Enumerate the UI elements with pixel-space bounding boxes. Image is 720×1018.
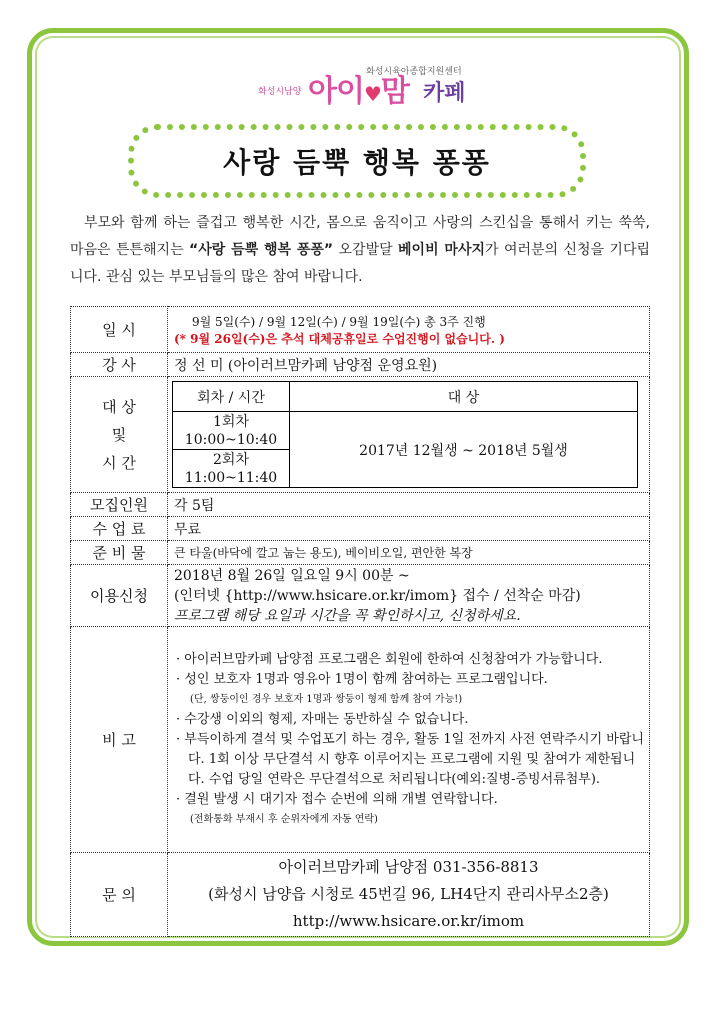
label-notes: 비 고 — [71, 627, 168, 853]
logo-city: 화성시남양 — [258, 87, 302, 97]
note-1: · 아이러브맘카페 남양점 프로그램은 회원에 한하여 신청참여가 가능합니다. — [176, 651, 603, 667]
head-time: 회차 / 시간 — [173, 382, 290, 412]
intro-part-3: 가 여러분의 신청을 기다립니다. 관심 있는 부모님들의 많은 참여 바랍니다. — [70, 242, 651, 285]
info-table — [70, 306, 650, 937]
intro-part-2: 오감발달 — [333, 242, 399, 258]
session-1 — [173, 412, 290, 450]
logo-center: 화성시육아종합지원센터 — [366, 67, 462, 77]
label-recruit: 모집인원 — [71, 493, 168, 517]
logo-cafe: 카페 — [423, 81, 466, 106]
contact-url: http://www.hsicare.or.kr/imom — [292, 912, 525, 930]
head-target: 대 상 — [290, 382, 638, 412]
date-text: 9월 5일(수) / 9월 12일(수) / 9월 19일(수) 총 3주 진행 — [192, 314, 486, 329]
apply-line-2: (인터넷 {http://www.hsicare.or.kr/imom} 접수 / 선착순 마감) — [174, 587, 581, 604]
label-contact: 문 의 — [71, 853, 168, 937]
label-teacher: 강 사 — [71, 353, 168, 377]
session-1-time: 10:00~10:40 — [184, 431, 278, 448]
value-fee: 무료 — [168, 517, 650, 541]
row-contact — [71, 853, 650, 937]
note-5-sub: (전화통화 부재시 후 순위자에게 자동 연락) — [190, 813, 378, 825]
row-teacher — [71, 353, 650, 377]
row-fee — [71, 517, 650, 541]
target-value: 2017년 12월생 ~ 2018년 5월생 — [290, 412, 638, 488]
value-notes — [168, 627, 650, 853]
label-prep: 준 비 물 — [71, 541, 168, 565]
row-apply — [71, 565, 650, 627]
row-notes — [71, 627, 650, 853]
row-target — [71, 377, 650, 493]
intro-program-name: “사랑 듬뿍 행복 퐁퐁” — [189, 242, 334, 258]
row-date — [71, 307, 650, 353]
session-2-name: 2회차 — [213, 451, 249, 468]
session-1-name: 1회차 — [213, 413, 249, 430]
row-prep — [71, 541, 650, 565]
label-target-3: 시 간 — [102, 453, 136, 472]
page-title: 사랑 듬뿍 행복 퐁퐁 — [223, 146, 491, 179]
note-2: · 성인 보호자 1명과 영유아 1명이 함께 참여하는 프로그램입니다. — [176, 671, 548, 687]
label-target-1: 대 상 — [102, 397, 136, 416]
value-teacher: 정 선 미 (아이러브맘카페 남양점 운영요원) — [168, 353, 650, 377]
intro-part-1: 부모와 함께 하는 즐겁고 행복한 시간, 몸으로 움직이고 사랑의 스킨십을 통해서 키는 쑥쑥, 마음은 튼튼해지는 — [70, 215, 650, 258]
value-date — [168, 307, 650, 353]
title-box — [128, 124, 586, 198]
note-3: · 수강생 이외의 형제, 자매는 동반하실 수 없습니다. — [176, 711, 469, 727]
apply-line-1: 2018년 8월 26일 일요일 9시 00분 ~ — [174, 567, 410, 584]
value-contact — [168, 853, 650, 937]
row-recruit — [71, 493, 650, 517]
apply-line-3: 프로그램 해당 요일과 시간을 꼭 확인하시고, 신청하세요. — [174, 607, 521, 624]
heart-icon: ♥ — [363, 82, 381, 106]
contact-line-1: 아이러브맘카페 남양점 031-356-8813 — [278, 858, 539, 876]
value-target — [168, 377, 650, 493]
label-apply: 이용신청 — [71, 565, 168, 627]
session-2-time: 11:00~11:40 — [184, 469, 278, 486]
contact-address: (화성시 남양읍 시청로 45번길 96, LH4단지 관리사무소2층) — [208, 885, 609, 903]
label-target-2: 및 — [111, 425, 127, 444]
session-2 — [173, 450, 290, 488]
logo-brand-mam: 맘 — [380, 74, 409, 109]
logo-brand-main: 아이 — [308, 74, 364, 109]
intro-program-type: 베이비 마사지 — [398, 242, 486, 258]
schedule-table — [172, 381, 638, 488]
note-4: · 부득이하게 결석 및 수업포기 하는 경우, 활동 1일 전까지 사전 연락주시기 바랍니다. 1회 이상 무단결석 시 향후 이루어지는 프로그램에 지원 및 참여가 제한됩니다. 수업 당일 연락은 무단결석으로 처리됩니다(예외:질병-증빙서류첨부). — [176, 731, 644, 787]
cafe-logo — [258, 64, 498, 108]
label-date: 일 시 — [71, 307, 168, 353]
label-fee: 수 업 료 — [71, 517, 168, 541]
value-apply — [168, 565, 650, 627]
note-2-sub: (단, 쌍둥이인 경우 보호자 1명과 쌍둥이 형제 함께 참여 가능!) — [190, 693, 463, 705]
value-recruit: 각 5팀 — [168, 493, 650, 517]
label-target — [71, 377, 168, 493]
date-note: (* 9월 26일(수)은 추석 대체공휴일로 수업진행이 없습니다. ) — [174, 331, 505, 346]
value-prep: 큰 타울(바닥에 깔고 눕는 용도), 베이비오일, 편안한 복장 — [168, 541, 650, 565]
note-5: · 결원 발생 시 대기자 접수 순번에 의해 개별 연락합니다. — [176, 791, 498, 807]
intro-text — [70, 210, 650, 291]
